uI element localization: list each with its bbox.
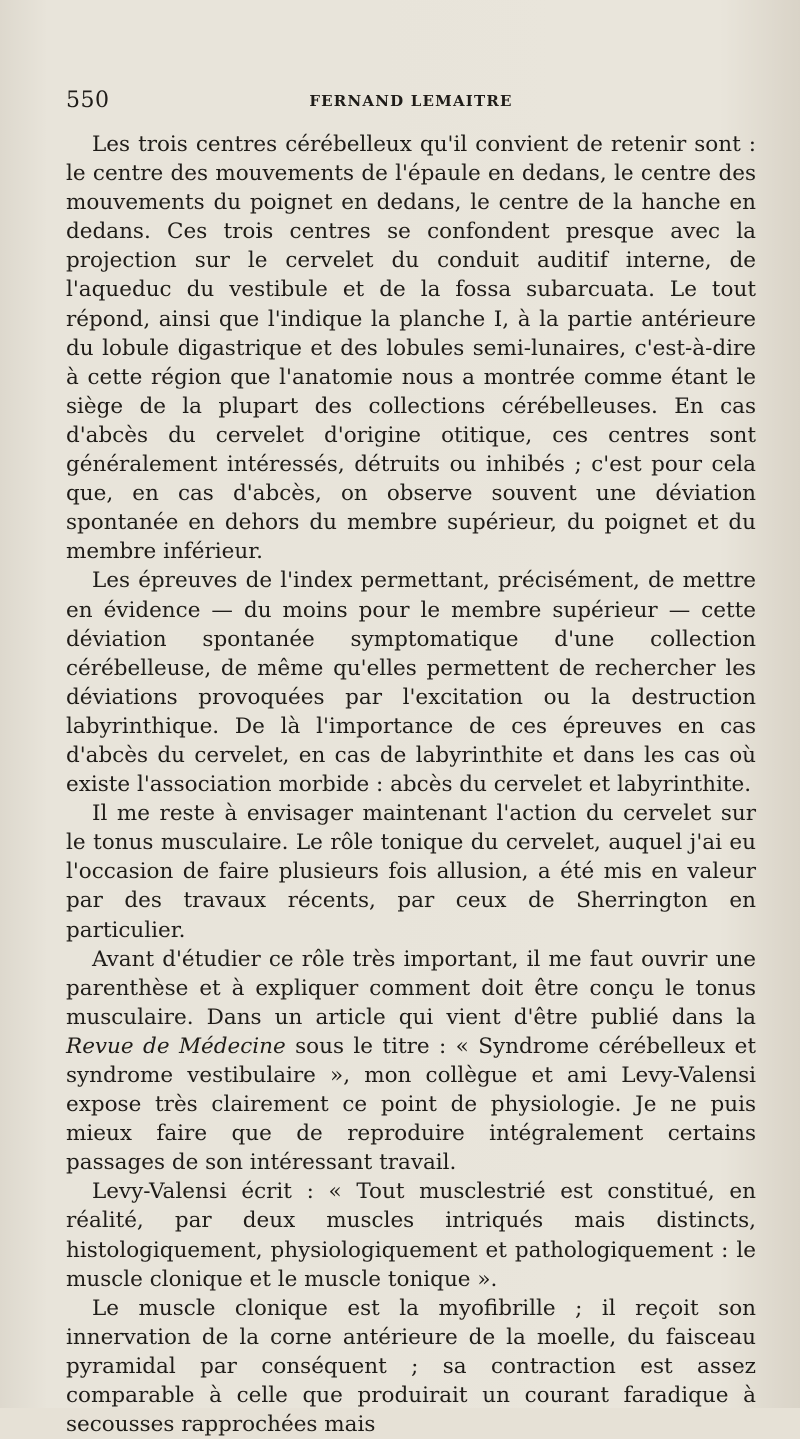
paragraph-4-end: sous le titre : « Syndrome cérébelleux et syndrome vestibulaire », mon collègue et ami Levy-Valensi expose très clairement ce point de physiologie. Je ne puis mieux faire que de reproduire intégralement certains passages de son intéressant travail. <box>66 1033 756 1176</box>
paragraph-4 <box>66 945 756 1178</box>
paragraph-3: Il me reste à envisager maintenant l'action du cervelet sur le tonus musculaire. Le rôle tonique du cervelet, auquel j'ai eu l'occasion de faire plusieurs fois allusion, a été mis en valeur par des travaux récents, par ceux de Sherrington en particulier. <box>66 801 756 943</box>
body-text <box>66 130 756 1439</box>
paragraph-6: Le muscle clonique est la myofibrille ; il reçoit son innervation de la corne antérieure de la moelle, du faisceau pyramidal par conséquent ; sa contraction est assez comparable à celle que produirait un courant faradique à secousses rapprochées mais <box>66 1295 756 1438</box>
running-head: FERNAND LEMAITRE <box>309 92 513 110</box>
paragraph-4-start: Avant d'étudier ce rôle très important, il me faut ouvrir une parenthèse et à expliquer comment doit être conçu le tonus musculaire. Dans un article qui vient d'être publié dans la <box>66 946 756 1030</box>
paragraph-1: Les trois centres cérébelleux qu'il convient de retenir sont : le centre des mouvements de l'épaule en dedans, le centre des mouvements du poignet en dedans, le centre de la hanche en dedans. Ces trois centres se confondent presque avec la projection sur le cervelet du conduit auditif interne, de l'aqueduc du vestibule et de la fossa subarcuata. Le tout répond, ainsi que l'indique la planche I, à la partie antérieure du lobule digastrique et des lobules semi-lunaires, c'est-à-dire à cette région que l'anatomie nous a montrée comme étant le siège de la plupart des collections cérébelleuses. En cas d'abcès du cervelet d'origine otitique, ces centres sont généralement intéressés, détruits ou inhibés ; c'est pour cela que, en cas d'abcès, on observe souvent une déviation spontanée en dehors du membre supérieur, du poignet et du membre inférieur. <box>66 132 756 565</box>
page-header <box>66 88 756 118</box>
paragraph-5: Levy-Valensi écrit : « Tout musclestrié est constitué, en réalité, par deux muscles intriqués mais distincts, histologiquement, physiologiquement et pathologiquement : le muscle clonique et le muscle tonique ». <box>66 1179 756 1292</box>
page-number: 550 <box>66 88 110 113</box>
journal-title: Revue de Médecine <box>66 1033 286 1059</box>
paragraph-2: Les épreuves de l'index permettant, précisément, de mettre en évidence — du moins pour le membre supérieur — cette déviation spontanée symptomatique d'une collection cérébelleuse, de même qu'elles permettent de rechercher les déviations provoquées par l'excitation ou la destruction labyrinthique. De là l'importance de ces épreuves en cas d'abcès du cervelet, en cas de labyrinthite et dans les cas où existe l'association morbide : abcès du cervelet et labyrinthite. <box>66 568 756 798</box>
